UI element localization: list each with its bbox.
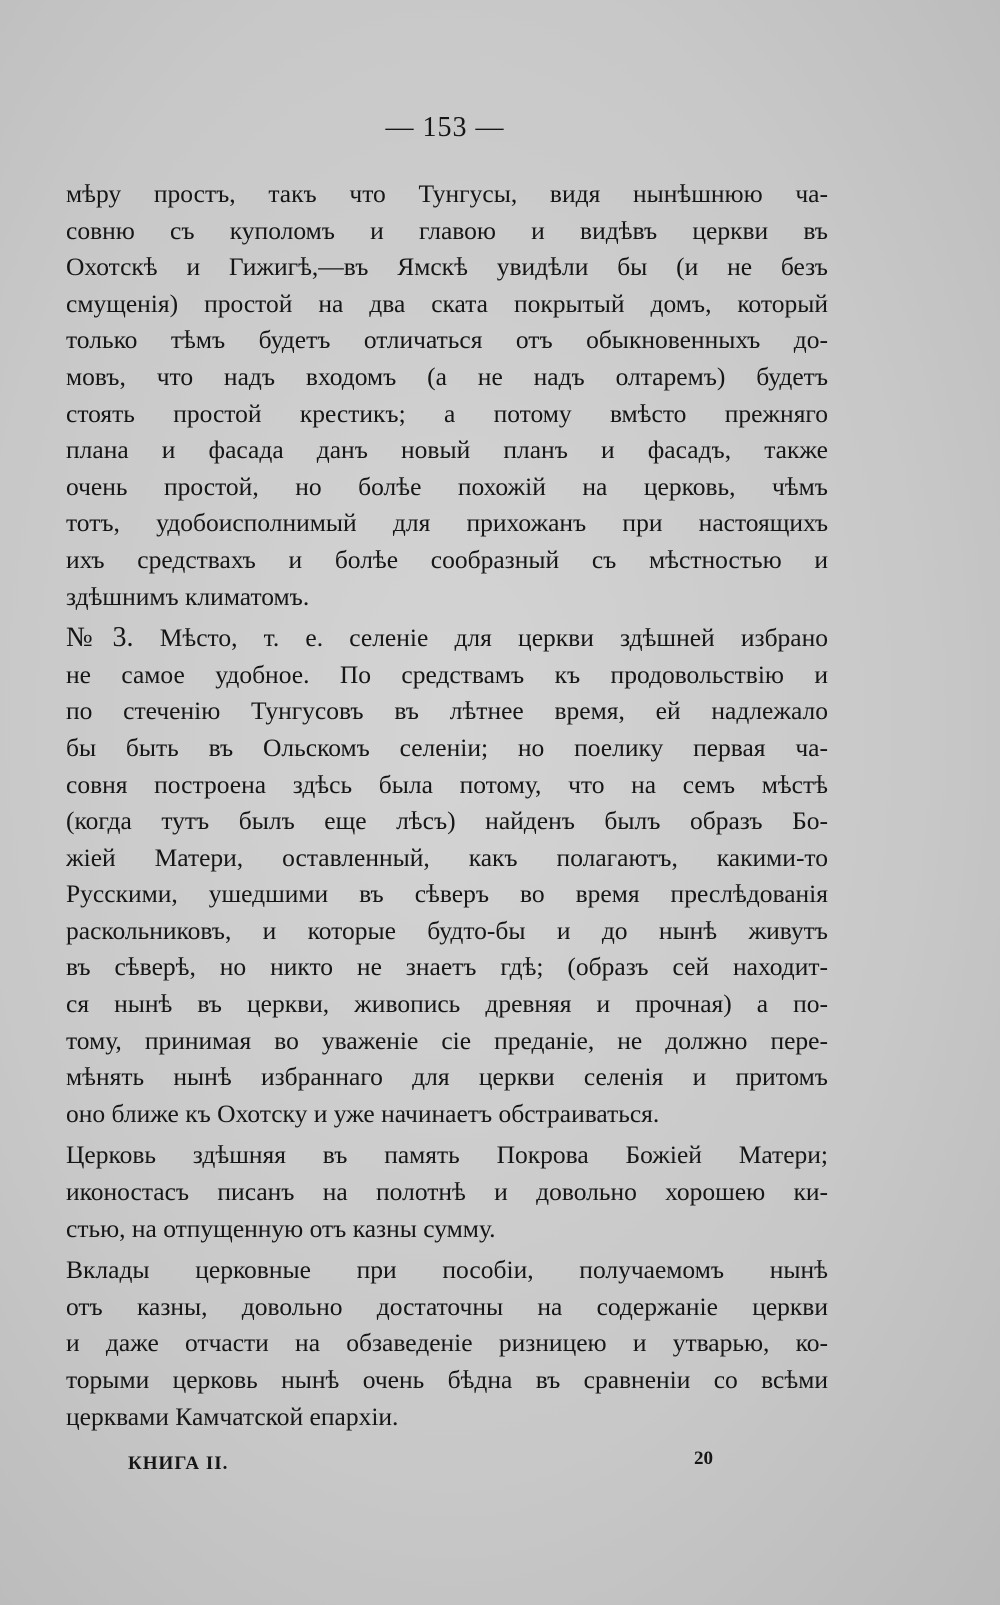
text-line: иконостасъ писанъ на полотнѣ и довольно хорошею ки- bbox=[66, 1177, 828, 1207]
text-line: Русскими, ушедшими въ сѣверъ во время преслѣдованія bbox=[66, 879, 828, 909]
paragraph bbox=[66, 1137, 828, 1247]
text-line-content: Мѣсто, т. е. селеніе для церкви здѣшней избрано bbox=[159, 623, 828, 653]
text-line: жіей Матери, оставленный, какъ полагаютъ, какими-то bbox=[66, 842, 828, 872]
text-line: смущенія) простой на два ската покрытый домъ, который bbox=[66, 288, 828, 318]
text-line: раскольниковъ, и которые будто-бы и до нынѣ живутъ bbox=[66, 915, 828, 945]
text-line: оно ближе къ Охотску и уже начинаетъ обстраиваться. bbox=[66, 1098, 660, 1128]
paragraph bbox=[66, 1252, 828, 1435]
text-line: бы быть въ Ольскомъ селеніи; но поелику первая ча- bbox=[66, 732, 828, 762]
text-line: не самое удобное. По средствамъ къ продовольствію и bbox=[66, 659, 828, 689]
text-line: (когда тутъ былъ еще лѣсъ) найденъ былъ образъ Бо- bbox=[66, 806, 828, 836]
text-line: стоять простой крестикъ; а потому вмѣсто прежняго bbox=[66, 398, 828, 428]
text-line: въ сѣверѣ, но никто не знаетъ гдѣ; (образъ сей находит- bbox=[66, 952, 828, 982]
text-line: отъ казны, довольно достаточны на содержаніе церкви bbox=[66, 1291, 828, 1321]
text-line: церквами Камчатской епархіи. bbox=[66, 1401, 399, 1431]
text-line: плана и фасада данъ новый планъ и фасадъ, также bbox=[66, 435, 828, 465]
text-line bbox=[66, 620, 828, 657]
signature-mark: КНИГА II. bbox=[128, 1453, 229, 1474]
text-line: совню съ куполомъ и главою и видѣвъ церкви въ bbox=[66, 215, 828, 245]
text-line: здѣшнимъ климатомъ. bbox=[66, 581, 310, 611]
text-line: Церковь здѣшняя въ память Покрова Божіей Матери; bbox=[66, 1140, 828, 1170]
sheet-number: 20 bbox=[694, 1448, 713, 1469]
text-line: тотъ, удобоисполнимый для прихожанъ при настоящихъ bbox=[66, 508, 828, 538]
paragraph bbox=[66, 620, 828, 1132]
text-line: и даже отчасти на обзаведеніе ризницею и утварью, ко- bbox=[66, 1328, 828, 1358]
text-line: ся нынѣ въ церкви, живопись древняя и прочная) а по- bbox=[66, 989, 828, 1019]
text-line: мовъ, что надъ входомъ (а не надъ олтаремъ) будетъ bbox=[66, 361, 828, 391]
text-line: ихъ средствахъ и болѣе сообразный съ мѣстностью и bbox=[66, 544, 828, 574]
body-text bbox=[66, 176, 828, 1435]
text-line: Охотскѣ и Гижигѣ,—въ Ямскѣ увидѣли бы (и не безъ bbox=[66, 252, 828, 282]
text-line: совня построена здѣсь была потому, что на семъ мѣстѣ bbox=[66, 769, 828, 799]
paragraph-number: №3. bbox=[66, 622, 134, 654]
paragraph bbox=[66, 176, 828, 615]
text-line: только тѣмъ будетъ отличаться отъ обыкновенныхъ до- bbox=[66, 325, 828, 355]
text-line: очень простой, но болѣе похожій на церковь, чѣмъ bbox=[66, 471, 828, 501]
text-line: мѣру простъ, такъ что Тунгусы, видя нынѣшнюю ча- bbox=[66, 179, 828, 208]
text-line: тому, принимая во уваженіе сіе преданіе, не должно пере- bbox=[66, 1025, 828, 1055]
text-line: по стеченію Тунгусовъ въ лѣтнее время, ей надлежало bbox=[66, 696, 828, 726]
page-number: — 153 — bbox=[385, 112, 505, 143]
text-line: мѣнять нынѣ избраннаго для церкви селенія и притомъ bbox=[66, 1062, 828, 1092]
text-line: торыми церковь нынѣ очень бѣдна въ сравненіи со всѣми bbox=[66, 1365, 828, 1394]
text-line: Вклады церковные при пособіи, получаемомъ нынѣ bbox=[66, 1255, 828, 1285]
text-line: стью, на отпущенную отъ казны сумму. bbox=[66, 1213, 496, 1243]
